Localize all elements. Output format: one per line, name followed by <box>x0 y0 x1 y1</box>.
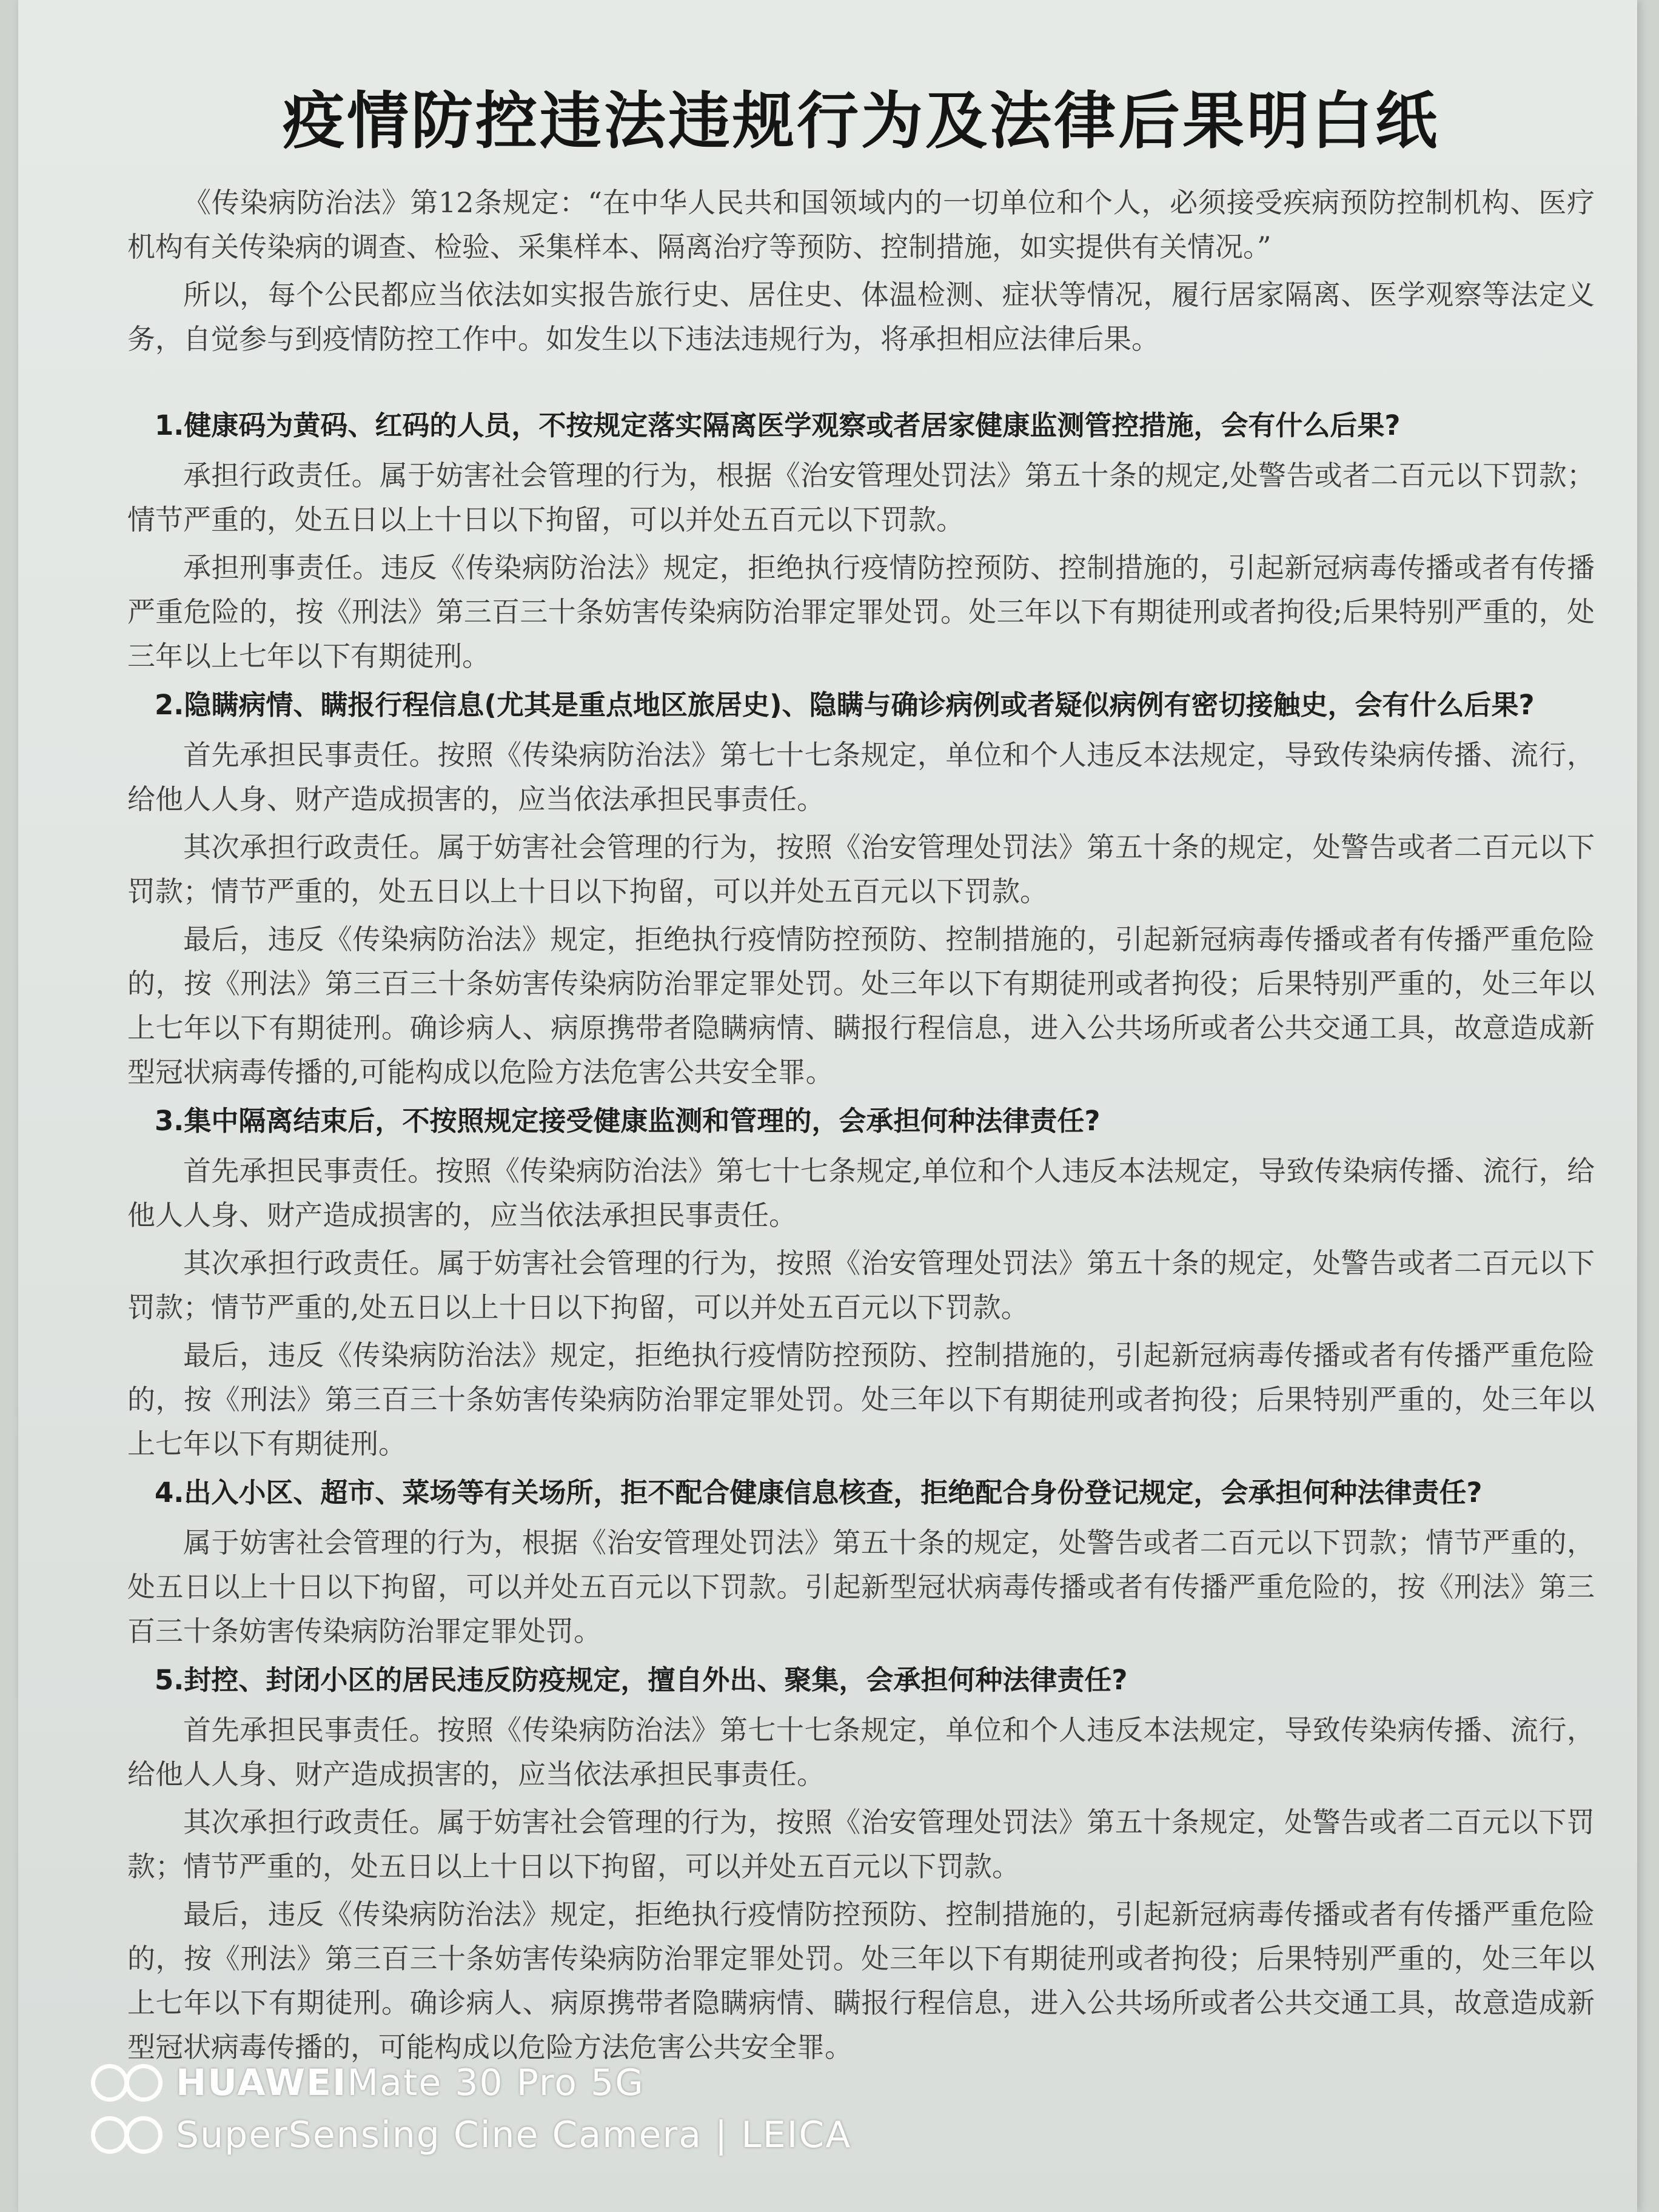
dual-ring-logo-icon <box>91 2116 159 2154</box>
section-heading: 4.出入小区、超市、菜场等有关场所，拒不配合健康信息核查，拒绝配合身份登记规定，会承担何种法律责任? <box>155 1476 1483 1509</box>
section-paragraph: 其次承担行政责任。属于妨害社会管理的行为，按照《治安管理处罚法》第五十条规定，处警告或者二百元以下罚款；情节严重的，处五日以上十日以下拘留，可以并处五百元以下罚款。 <box>127 1806 1595 1883</box>
section-paragraph: 属于妨害社会管理的行为，根据《治安管理处罚法》第五十条的规定，处警告或者二百元以下罚款；情节严重的，处五日以上十日以下拘留，可以并处五百元以下罚款。引起新型冠状病毒传播或者有传播严重危险的，按《刑法》第三百三十条妨害传染病防治罪定罪处罚。 <box>127 1526 1595 1647</box>
camera-watermark <box>91 2059 851 2159</box>
section-heading: 1.健康码为黄码、红码的人员，不按规定落实隔离医学观察或者居家健康监测管控措施，会有什么后果? <box>155 409 1401 441</box>
section-paragraph: 其次承担行政责任。属于妨害社会管理的行为，按照《治安管理处罚法》第五十条的规定，处警告或者二百元以下罚款；情节严重的，处五日以上十日以下拘留，可以并处五百元以下罚款。 <box>127 831 1595 908</box>
section-paragraph: 承担刑事责任。违反《传染病防治法》规定，拒绝执行疫情防控预防、控制措施的，引起新冠病毒传播或者有传播严重危险的，按《刑法》第三百三十条妨害传染病防治罪定罪处罚。处三年以下有期徒刑或者拘役;后果特别严重的，处三年以上七年以下有期徒刑。 <box>127 551 1595 672</box>
document-body <box>127 79 1595 2073</box>
watermark-camera: SuperSensing Cine Camera <box>176 2114 702 2156</box>
section-2 <box>127 682 1595 1094</box>
watermark-partner: LEICA <box>741 2114 852 2156</box>
section-4 <box>127 1470 1595 1654</box>
section-1 <box>127 403 1595 679</box>
section-paragraph: 首先承担民事责任。按照《传染病防治法》第七十七条规定,单位和个人违反本法规定，导致传染病传播、流行，给他人人身、财产造成损害的，应当依法承担民事责任。 <box>127 1155 1595 1232</box>
watermark-separator: | <box>702 2114 742 2156</box>
section-paragraph: 最后，违反《传染病防治法》规定，拒绝执行疫情防控预防、控制措施的，引起新冠病毒传播或者有传播严重危险的，按《刑法》第三百三十条妨害传染病防治罪定罪处罚。处三年以下有期徒刑或者拘役；后果特别严重的，处三年以上七年以下有期徒刑。确诊病人、病原携带者隐瞒病情、瞒报行程信息，进入公共场所或者公共交通工具，故意造成新型冠状病毒传播的,可能构成以危险方法危害公共安全罪。 <box>127 923 1595 1088</box>
section-heading: 5.封控、封闭小区的居民违反防疫规定，擅自外出、聚集，会承担何种法律责任? <box>155 1664 1128 1696</box>
section-5 <box>127 1657 1595 2070</box>
section-paragraph: 首先承担民事责任。按照《传染病防治法》第七十七条规定，单位和个人违反本法规定，导致传染病传播、流行，给他人人身、财产造成损害的，应当依法承担民事责任。 <box>127 1714 1595 1791</box>
dual-ring-logo-icon <box>91 2064 159 2102</box>
spacer <box>127 365 1595 403</box>
watermark-brand: HUAWEI <box>176 2062 347 2104</box>
paper-sheet <box>18 0 1637 2212</box>
watermark-row-device <box>91 2059 851 2107</box>
section-heading: 2.隐瞒病情、瞒报行程信息(尤其是重点地区旅居史)、隐瞒与确诊病例或者疑似病例有密切接触史，会有什么后果? <box>155 689 1535 721</box>
intro-paragraph: 《传染病防治法》第12条规定：“在中华人民共和国领域内的一切单位和个人，必须接受疾病预防控制机构、医疗机构有关传染病的调查、检验、采集样本、隔离治疗等预防、控制措施，如实提供有关情况。” <box>127 186 1595 263</box>
watermark-model: Mate 30 Pro 5G <box>347 2062 645 2104</box>
section-paragraph: 其次承担行政责任。属于妨害社会管理的行为，按照《治安管理处罚法》第五十条的规定，处警告或者二百元以下罚款；情节严重的,处五日以上十日以下拘留，可以并处五百元以下罚款。 <box>127 1247 1595 1324</box>
document-title: 疫情防控违法违规行为及法律后果明白纸 <box>283 85 1439 158</box>
section-3 <box>127 1098 1595 1466</box>
section-paragraph: 最后，违反《传染病防治法》规定，拒绝执行疫情防控预防、控制措施的，引起新冠病毒传播或者有传播严重危险的，按《刑法》第三百三十条妨害传染病防治罪定罪处罚。处三年以下有期徒刑或者拘役；后果特别严重的，处三年以上七年以下有期徒刑。确诊病人、病原携带者隐瞒病情、瞒报行程信息，进入公共场所或者公共交通工具，故意造成新型冠状病毒传播的，可能构成以危险方法危害公共安全罪。 <box>127 1898 1595 2063</box>
section-paragraph: 最后，违反《传染病防治法》规定，拒绝执行疫情防控预防、控制措施的，引起新冠病毒传播或者有传播严重危险的，按《刑法》第三百三十条妨害传染病防治罪定罪处罚。处三年以下有期徒刑或者拘役；后果特别严重的，处三年以上七年以下有期徒刑。 <box>127 1339 1595 1460</box>
intro-paragraph: 所以，每个公民都应当依法如实报告旅行史、居住史、体温检测、症状等情况，履行居家隔离、医学观察等法定义务，自觉参与到疫情防控工作中。如发生以下违法违规行为，将承担相应法律后果。 <box>127 278 1595 355</box>
section-paragraph: 承担行政责任。属于妨害社会管理的行为，根据《治安管理处罚法》第五十条的规定,处警告或者二百元以下罚款；情节严重的，处五日以上十日以下拘留，可以并处五百元以下罚款。 <box>127 459 1595 536</box>
watermark-row-camera <box>91 2111 851 2159</box>
section-heading: 3.集中隔离结束后，不按照规定接受健康监测和管理的，会承担何种法律责任? <box>155 1105 1101 1137</box>
section-paragraph: 首先承担民事责任。按照《传染病防治法》第七十七条规定，单位和个人违反本法规定，导致传染病传播、流行，给他人人身、财产造成损害的，应当依法承担民事责任。 <box>127 739 1595 816</box>
